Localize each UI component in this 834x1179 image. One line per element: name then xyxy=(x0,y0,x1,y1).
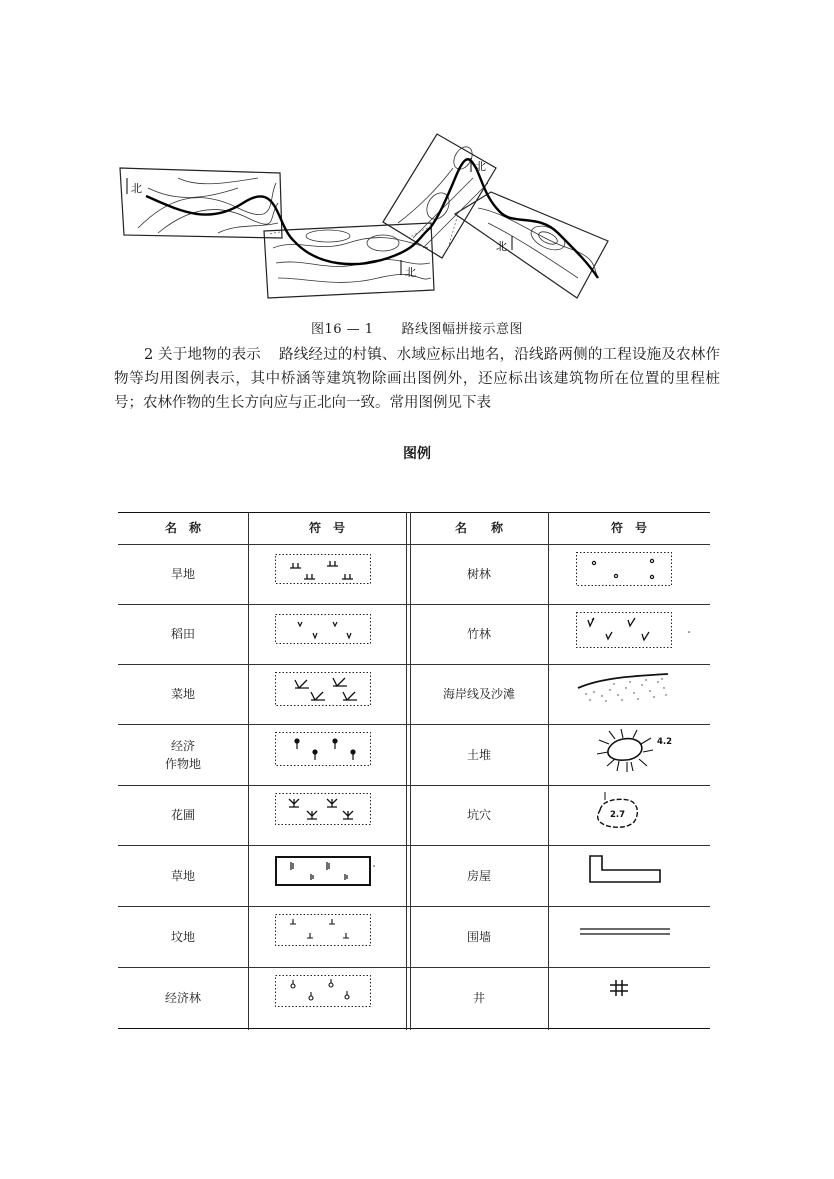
pit-depth-label: 2.7 xyxy=(610,810,626,820)
body-paragraph xyxy=(114,343,720,415)
legend-name-graveyard: 坟地 xyxy=(170,929,195,944)
grassland-symbol-icon xyxy=(275,856,375,886)
dry-field-symbol-icon xyxy=(275,554,371,584)
paragraph-text: 路线经过的村镇、水域应标出地名，沿线路两侧的工程设施及农林作物等均用图例表示，其中桥涵等建筑物除画出图例外，还应标出该建筑物所在位置的里程桩号；农林作物的生长方向应与正北向一致。常用图例见下表 xyxy=(114,347,720,411)
north-label: 北 xyxy=(131,182,142,195)
legend-name-bamboo-forest: 竹林 xyxy=(466,627,491,641)
figure-caption-text: 路线图幅拼接示意图 xyxy=(401,322,524,337)
legend-name-earth-mound: 土堆 xyxy=(466,747,491,762)
legend-name-cash-crop: 经济 作物地 xyxy=(164,738,201,771)
legend-name-house: 房屋 xyxy=(466,868,491,883)
coastline-beach-symbol-icon xyxy=(576,670,676,706)
woodland-symbol-icon xyxy=(576,552,676,586)
north-label: 北 xyxy=(475,160,486,173)
legend-name-grassland: 草地 xyxy=(170,868,195,883)
cash-crop-symbol-icon xyxy=(275,732,371,766)
header-name-right: 名 称 xyxy=(454,521,503,535)
graveyard-symbol-icon xyxy=(275,914,371,946)
legend-table xyxy=(118,512,710,1030)
legend-name-paddy-field: 稻田 xyxy=(170,627,195,641)
legend-name-flower-bed: 花圃 xyxy=(170,808,195,822)
paddy-field-symbol-icon xyxy=(275,614,371,644)
route-map-sheet-splice-figure xyxy=(118,128,618,313)
legend-name-coastline-beach: 海岸线及沙滩 xyxy=(442,687,515,701)
economic-forest-symbol-icon xyxy=(275,975,371,1007)
legend-name-woodland: 树林 xyxy=(466,567,491,581)
figure-caption xyxy=(0,318,834,337)
north-label: 北 xyxy=(496,240,507,253)
bamboo-forest-symbol-icon xyxy=(576,612,692,648)
pit-symbol-icon xyxy=(588,792,668,834)
legend-name-pit: 坑穴 xyxy=(466,808,491,822)
legend-name-well: 井 xyxy=(472,990,485,1005)
vegetable-field-symbol-icon xyxy=(275,672,371,706)
flower-bed-symbol-icon xyxy=(275,793,371,825)
enclosure-wall-symbol-icon xyxy=(578,924,672,940)
legend-title: 图例 xyxy=(403,446,431,462)
section-heading: 2 关于地物的表示 xyxy=(144,347,261,363)
legend-name-dry-field: 旱地 xyxy=(170,567,195,581)
legend-name-enclosure-wall: 围墙 xyxy=(466,929,491,944)
earth-mound-symbol-icon xyxy=(581,726,685,782)
figure-number: 图16 — 1 xyxy=(310,322,374,337)
header-name-left: 名 称 xyxy=(164,521,201,535)
well-symbol-icon xyxy=(608,978,632,998)
header-symbol-right: 符 号 xyxy=(610,521,647,535)
house-symbol-icon xyxy=(586,854,666,884)
header-symbol-left: 符 号 xyxy=(308,521,345,535)
legend-name-vegetable-field: 菜地 xyxy=(170,687,195,701)
north-label: 北 xyxy=(405,266,416,279)
legend-name-economic-forest: 经济林 xyxy=(164,990,201,1005)
mound-height-label: 4.2 xyxy=(657,737,673,747)
